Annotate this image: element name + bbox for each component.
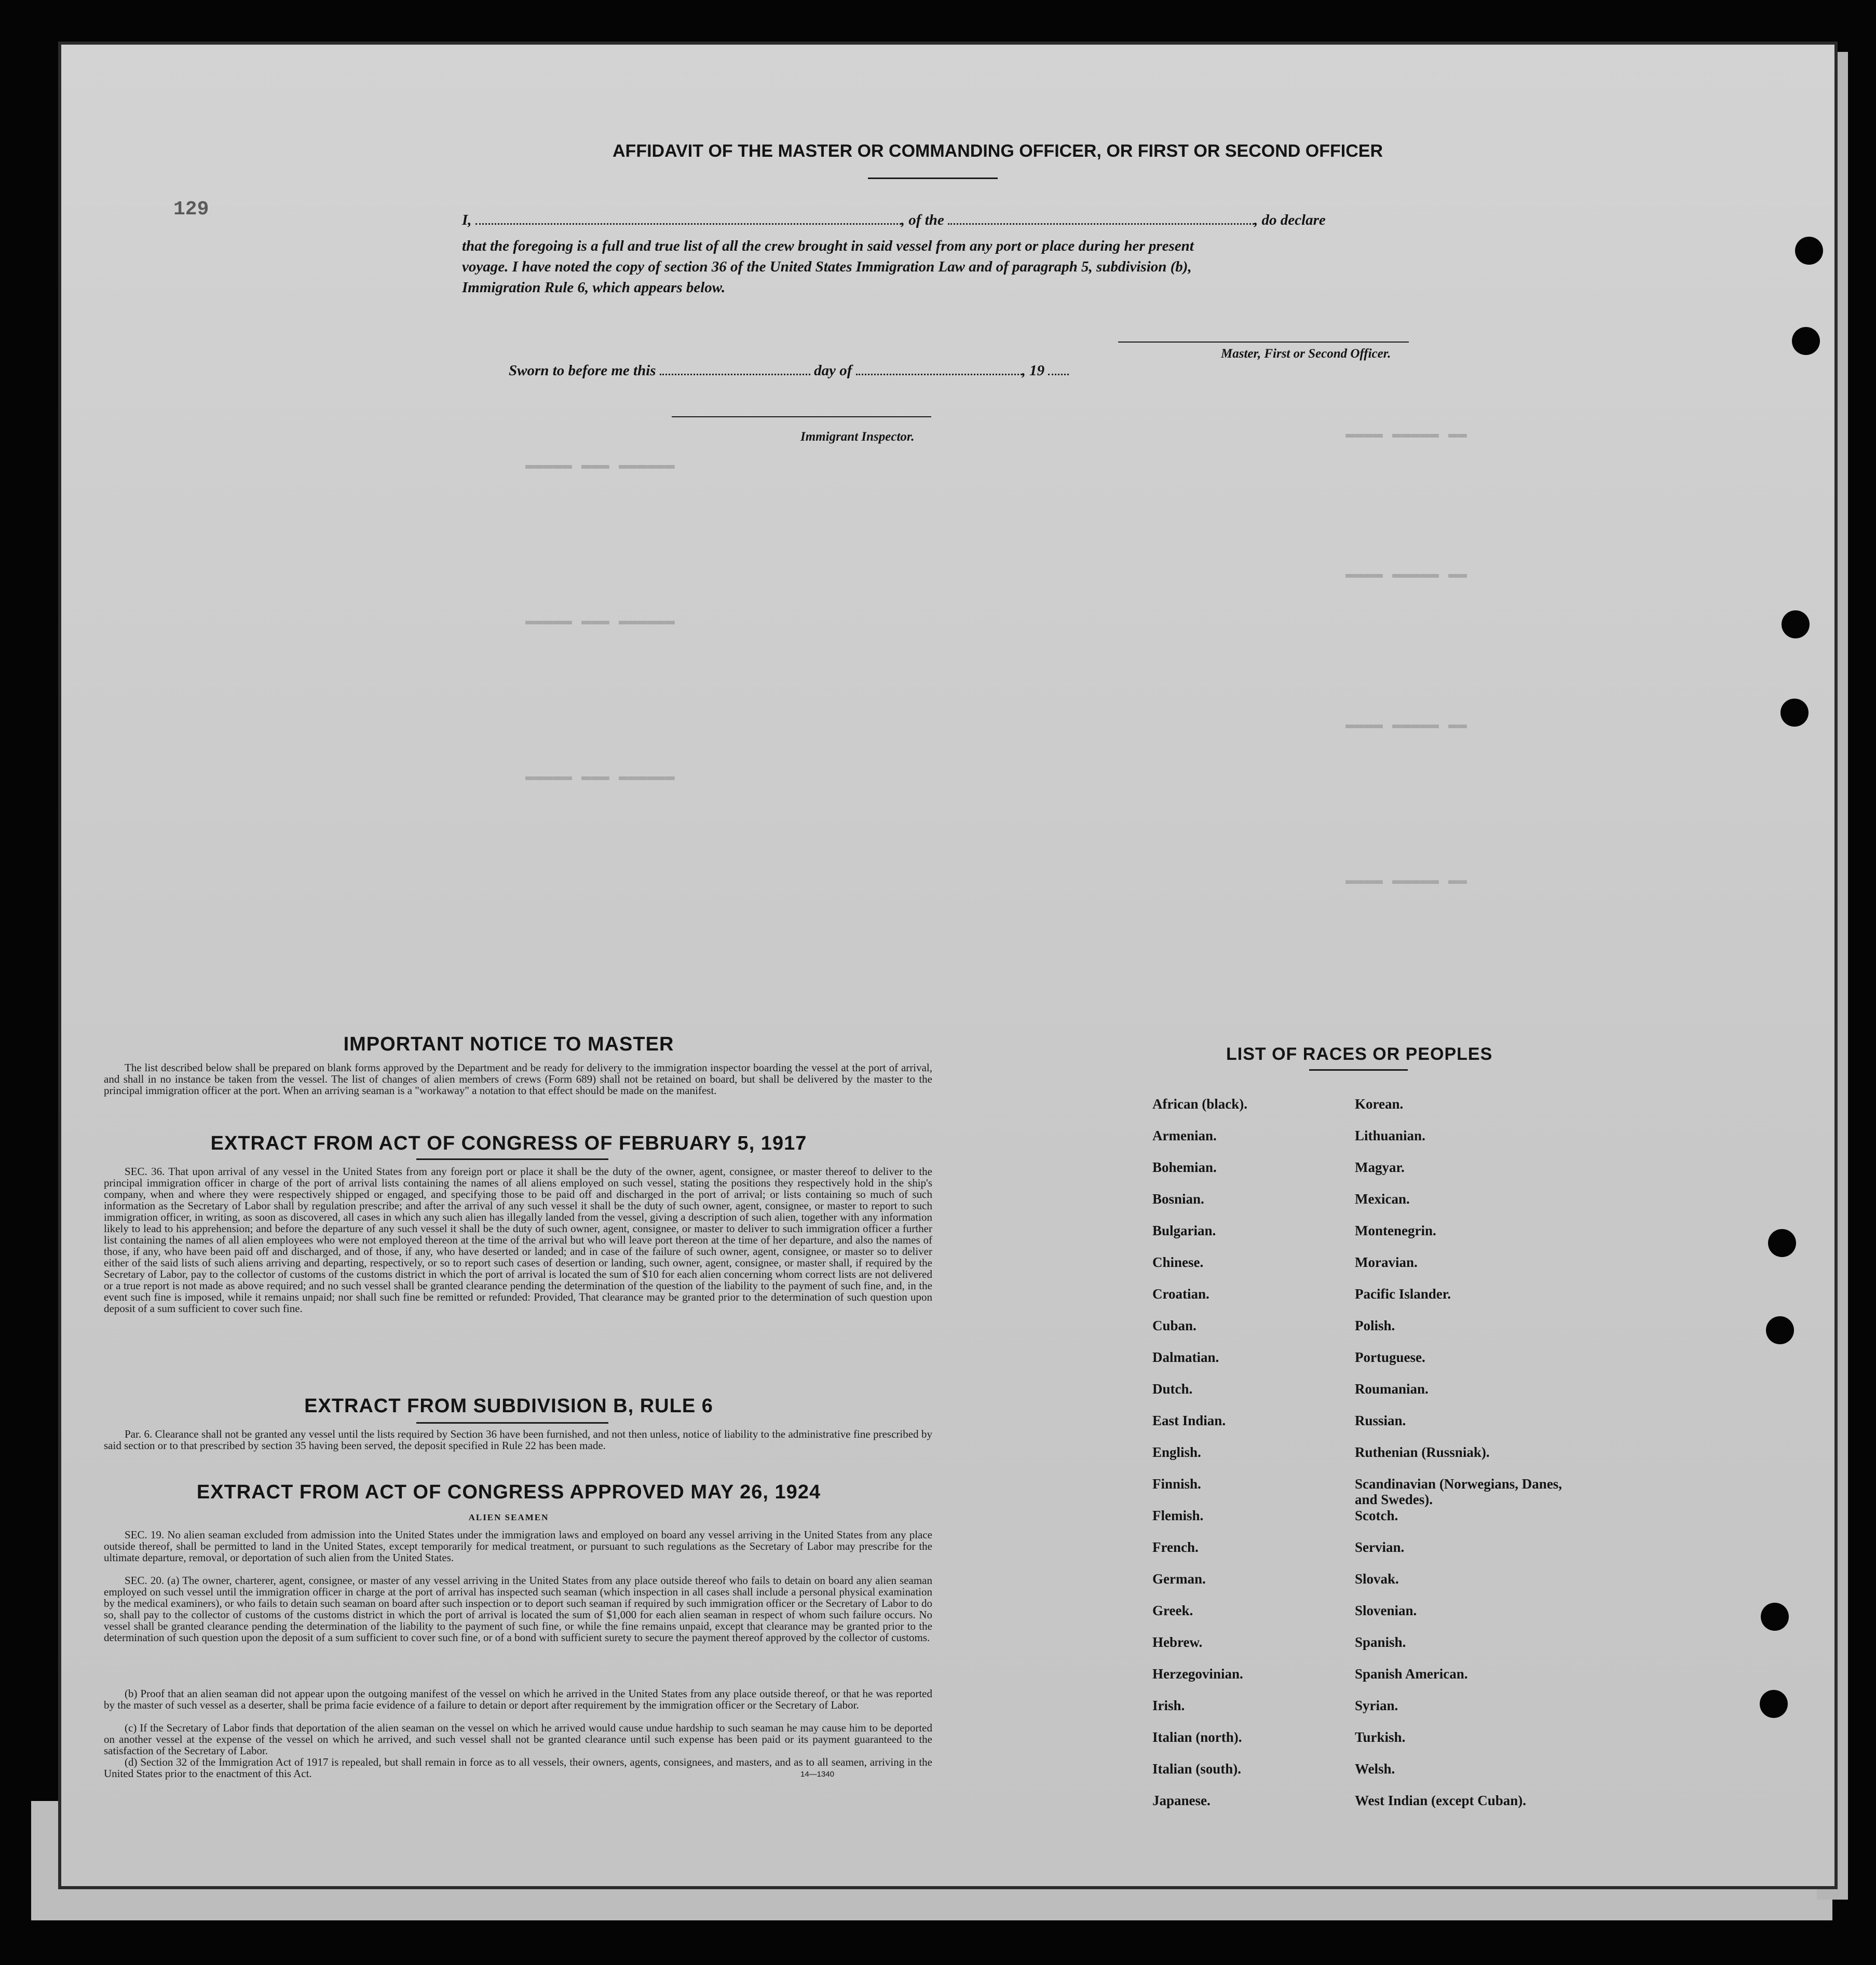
master-signature-label: Master, First or Second Officer. <box>1221 347 1391 361</box>
race-item: Spanish American. <box>1355 1666 1468 1682</box>
race-item: French. <box>1152 1539 1199 1555</box>
race-item: Spanish. <box>1355 1634 1406 1650</box>
affidavit-do-declare: , do declare <box>1254 212 1326 228</box>
punch-hole <box>1760 1690 1788 1718</box>
race-item: Magyar. <box>1355 1159 1405 1175</box>
manifest-back-page <box>58 42 1838 1889</box>
affidavit-line2: that the foregoing is a full and true list of all the crew brought in said vessel from any port or place during her present <box>462 238 1194 254</box>
extract-1917-body: SEC. 36. That upon arrival of any vessel in the United States from any foreign port or place it shall be the duty of the owner, agent, consignee, or master thereof to deliver to the principal immigration officer in charge of the port of arrival lists containing the names of all aliens employed on such vessel, stating the positions they respectively hold in the ship's company, when and where they were respectively shipped or engaged, and specifying those to be paid off and discharged in the port of arrival; or lists containing so much of such information as the Secretary of Labor shall by regulation prescribe; and after the arrival of any such vessel it shall be the duty of such owner, agent, consignee, or master to report to such immigration officer, in writing, as soon as discovered, all cases in which any such alien has illegally landed from the vessel, giving a description of such alien, together with any information likely to lead to his apprehension; and before the departure of any such vessel it shall be the duty of such owner, agent, consignee, or master to deliver to such immigration officer a further list containing the names of all alien employees who were not employed thereon at the time of the arrival but who will leave port thereon at the time of her departure, and also the names of those, if any, who have been paid off and discharged, and of those, if any, who have deserted or landed; and in case of the failure of such owner, agent, consignee, or master so to deliver either of the said lists of such aliens arriving and departing, respectively, or so to report such cases of desertion or landing, such owner, agent, consignee, or master shall, if required by the Secretary of Labor, pay to the collector of customs of the customs district in which the port of arrival is located the sum of $10 for each alien concerning whom correct lists are not delivered or a true report is not made as above required; and no such vessel shall be granted clearance pending the determination of the question of the liability to the payment of such fine, and, in the event such fine is imposed, while it remains unpaid; nor shall such fine be remitted or refunded: Provided, That clearance may be granted prior to the determination of such question upon deposit of a sum sufficient to cover such fine. <box>104 1165 932 1315</box>
race-item: Scandinavian (Norwegians, Danes, and Swedes). <box>1355 1476 1562 1507</box>
race-item: African (black). <box>1152 1096 1247 1112</box>
affidavit-i: I, <box>462 212 472 228</box>
race-item: Portuguese. <box>1355 1349 1425 1365</box>
race-item: Greek. <box>1152 1603 1193 1618</box>
race-item: Roumanian. <box>1355 1381 1429 1397</box>
affidavit-line4: Immigration Rule 6, which appears below. <box>462 279 726 296</box>
inspector-signature-line <box>672 416 931 417</box>
races-right-column <box>1355 1096 1573 1824</box>
race-item: Turkish. <box>1355 1729 1406 1745</box>
vessel-name-blank <box>948 223 1254 225</box>
race-item: Italian (south). <box>1152 1761 1242 1777</box>
race-item: German. <box>1152 1571 1206 1587</box>
sworn-month-blank <box>856 374 1022 375</box>
race-item: Montenegrin. <box>1355 1223 1436 1238</box>
sec20c-body: (c) If the Secretary of Labor finds that deportation of the alien seaman on the vessel on which he arrived would cause undue hardship to such seaman he may cause him to be deported on another vessel at the expense of the vessel on which he arrived, and such vessel shall not be granted clearance until such expense has been paid or its payment guaranteed to the satisfaction of the Secretary of Labor. <box>104 1722 932 1757</box>
race-item: Bulgarian. <box>1152 1223 1216 1238</box>
bleed-through-row: ▬▬▬▬ ▬▬▬▬▬ ▬▬ <box>1345 872 1467 890</box>
extract-rule6-rule <box>416 1422 608 1424</box>
inspector-label: Immigrant Inspector. <box>800 430 915 444</box>
race-item: Russian. <box>1355 1413 1406 1428</box>
sec20a-body: SEC. 20. (a) The owner, charterer, agent, consignee, or master of any vessel arriving in the United States from any place outside thereof who fails to detain on board any alien seaman employed on such vessel until the immigration officer in charge at the port of arrival has inspected such seaman (which inspection in all cases shall include a personal physical examination by the medical examiners), or who fails to detain such seaman on board after such inspection or to deport such seaman if required by such immigration officer or the Secretary of Labor to do so, shall pay to the collector of customs of the customs district in which the port of arrival is located the sum of $1,000 for each alien seaman in respect of whom such failure occurs. No vessel shall be granted clearance pending the determination of the liability to the payment of such fine, or while the fine remains unpaid, except that clearance may be granted prior to the determination of such question upon the deposit of a sum sufficient to cover such fine, or of a bond with sufficient surety to secure the payment thereof approved by the collector of customs. <box>104 1574 932 1644</box>
alien-seamen-subtitle: ALIEN SEAMEN <box>468 1512 549 1522</box>
race-item: West Indian (except Cuban). <box>1355 1793 1527 1808</box>
race-item: Dalmatian. <box>1152 1349 1219 1365</box>
sworn-line <box>509 362 1069 379</box>
race-item: Japanese. <box>1152 1793 1211 1808</box>
year-text: , 19 <box>1022 362 1045 379</box>
sec19-body: SEC. 19. No alien seaman excluded from admission into the United States under the immigration laws and employed on board any vessel arriving in the United States from any place outside thereof, shall be permitted to land in the United States, except temporarily for medical treatment, or pursuant to such regulations as the Secretary of Labor may prescribe for the ultimate departure, removal, or deportation of such alien from the United States. <box>104 1529 932 1564</box>
title-rule <box>868 178 998 179</box>
sec20b-body: (b) Proof that an alien seaman did not appear upon the outgoing manifest of the vessel on which he arrived in the United States from any place outside thereof, or that he was reported by the master of such vessel as a deserter, shall be prima facie evidence of a failure to detain or deport after requirement by the immigration officer or the Secretary of Labor. <box>104 1687 932 1711</box>
race-item: Syrian. <box>1355 1698 1398 1713</box>
affidavit-line1 <box>462 212 1326 229</box>
year-blank <box>1048 374 1069 375</box>
sworn-day-blank <box>660 374 810 375</box>
race-item: Dutch. <box>1152 1381 1193 1397</box>
races-title-rule <box>1309 1069 1408 1071</box>
margin-mark: 129 <box>173 198 209 221</box>
notice-body: The list described below shall be prepared on blank forms approved by the Department and be ready for delivery to the immigration inspector boarding the vessel at the port of arrival, and shall in no instance be taken from the vessel. The list of changes of alien members of crews (Form 689) shall not be retained on board, but shall be delivered by the master to the principal immigration officer at the port. When an arriving seaman is a "workaway" a notation to that effect should be made on the manifest. <box>104 1061 932 1097</box>
form-number: 14—1340 <box>800 1770 835 1779</box>
affidavit-line3: voyage. I have noted the copy of section 36 of the United States Immigration Law and of paragraph 5, subdivision (b), <box>462 258 1192 275</box>
punch-hole <box>1761 1603 1789 1631</box>
race-item: Flemish. <box>1152 1508 1204 1523</box>
punch-hole <box>1795 237 1823 265</box>
race-item: Armenian. <box>1152 1128 1217 1143</box>
bleed-through-row: ▬▬▬▬ ▬▬▬▬▬ ▬▬ <box>1345 716 1467 734</box>
race-item: Mexican. <box>1355 1191 1410 1207</box>
affidavit-of-the: , of the <box>901 212 944 228</box>
bleed-through-row: ▬▬▬▬▬ ▬▬▬ ▬▬▬▬▬▬ <box>525 768 675 786</box>
race-item: Bosnian. <box>1152 1191 1204 1207</box>
bleed-through-row: ▬▬▬▬ ▬▬▬▬▬ ▬▬ <box>1345 426 1467 443</box>
day-of-text: day of <box>814 362 852 379</box>
extract-rule6-body: Par. 6. Clearance shall not be granted any vessel until the lists required by Section 36 have been furnished, and not then unless, notice of liability to the administrative fine prescribed by said section or to that prescribed by section 35 having been served, the deposit specified in Rule 22 has been made. <box>104 1428 932 1452</box>
race-item: Polish. <box>1355 1318 1395 1333</box>
punch-hole <box>1782 610 1810 638</box>
races-title: LIST OF RACES OR PEOPLES <box>1226 1044 1493 1064</box>
race-item: Moravian. <box>1355 1254 1418 1270</box>
race-item: Welsh. <box>1355 1761 1395 1777</box>
punch-hole <box>1792 327 1820 355</box>
race-item: East Indian. <box>1152 1413 1226 1428</box>
race-item: Irish. <box>1152 1698 1185 1713</box>
bleed-through-row: ▬▬▬▬ ▬▬▬▬▬ ▬▬ <box>1345 566 1467 583</box>
extract-1924-title: EXTRACT FROM ACT OF CONGRESS APPROVED MAY 26, 1924 <box>196 1481 821 1503</box>
race-item: Servian. <box>1355 1539 1405 1555</box>
master-name-blank <box>475 223 901 225</box>
race-item: Italian (north). <box>1152 1729 1242 1745</box>
race-item: Slovenian. <box>1355 1603 1417 1618</box>
sec20d-body: (d) Section 32 of the Immigration Act of 1917 is repealed, but shall remain in force as to all vessels, their owners, agents, consignees, and masters, and as to all seamen, arriving in the United States prior to the enactment of this Act. <box>104 1756 932 1780</box>
extract-1917-title: EXTRACT FROM ACT OF CONGRESS OF FEBRUARY 5, 1917 <box>210 1132 807 1154</box>
race-item: Slovak. <box>1355 1571 1399 1587</box>
race-item: Croatian. <box>1152 1286 1209 1302</box>
bleed-through-row: ▬▬▬▬▬ ▬▬▬ ▬▬▬▬▬▬ <box>525 612 675 630</box>
master-signature-line <box>1118 342 1409 343</box>
extract-1917-rule <box>416 1158 608 1160</box>
notice-title: IMPORTANT NOTICE TO MASTER <box>343 1033 674 1055</box>
race-item: Scotch. <box>1355 1508 1398 1523</box>
race-item: Pacific Islander. <box>1355 1286 1451 1302</box>
race-item: Chinese. <box>1152 1254 1204 1270</box>
race-item: Korean. <box>1355 1096 1404 1112</box>
punch-hole <box>1768 1229 1796 1257</box>
race-item: Finnish. <box>1152 1476 1201 1492</box>
race-item: Herzegovinian. <box>1152 1666 1243 1682</box>
race-item: Ruthenian (Russniak). <box>1355 1444 1490 1460</box>
extract-rule6-title: EXTRACT FROM SUBDIVISION B, RULE 6 <box>304 1395 713 1417</box>
sworn-text: Sworn to before me this <box>509 362 656 379</box>
punch-hole <box>1766 1316 1794 1344</box>
races-left-column <box>1152 1096 1339 1824</box>
race-item: English. <box>1152 1444 1201 1460</box>
affidavit-title: AFFIDAVIT OF THE MASTER OR COMMANDING OFFICER, OR FIRST OR SECOND OFFICER <box>613 141 1383 161</box>
race-item: Lithuanian. <box>1355 1128 1425 1143</box>
punch-hole <box>1780 699 1809 727</box>
race-item: Cuban. <box>1152 1318 1197 1333</box>
race-item: Bohemian. <box>1152 1159 1217 1175</box>
race-item: Hebrew. <box>1152 1634 1203 1650</box>
bleed-through-row: ▬▬▬▬▬ ▬▬▬ ▬▬▬▬▬▬ <box>525 457 675 474</box>
